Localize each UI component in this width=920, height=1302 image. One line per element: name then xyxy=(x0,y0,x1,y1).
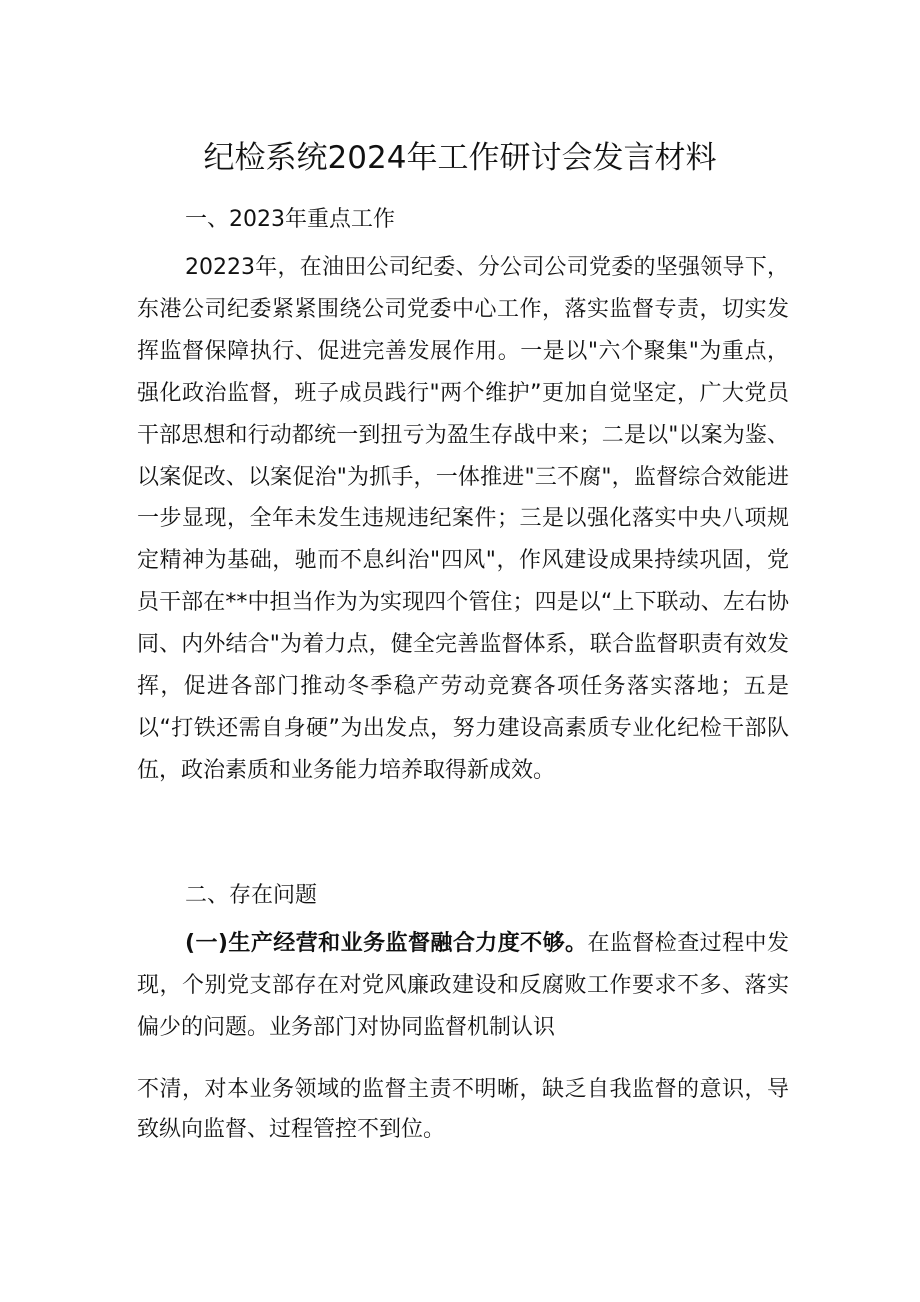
section-paragraph-key-work: 20223年，在油田公司纪委、分公司公司党委的坚强领导下，东港公司纪委紧紧围绕公司党委中心工作，落实监督专责，切实发挥监督保障执行、促进完善发展作用。一是以"六个聚集"为重点，强化政治监督，班子成员践行"两个维护”更加自觉坚定，广大党员干部思想和行动都统一到扭亏为盈生存战中来；二是以"以案为鉴、以案促改、以案促治"为抓手，一体推进"三不腐"，监督综合效能进一步显现，全年未发生违规违纪案件；三是以强化落实中央八项规定精神为基础，驰而不息纠治"四风"，作风建设成果持续巩固，党员干部在**中担当作为为实现四个管住；四是以“上下联动、左右协同、内外结合"为着力点，健全完善监督体系，联合监督职责有效发挥，促进各部门推动冬季稳产劳动竞赛各项任务落实落地；五是以“打铁还需自身硬”为出发点，努力建设高素质专业化纪检干部队伍，政治素质和业务能力培养取得新成效。 xyxy=(137,255,789,783)
section-heading-key-work: 一、2023年重点工作 xyxy=(185,207,395,232)
issue-heading-bold: (一)生产经营和业务监督融合力度不够。 xyxy=(185,931,588,956)
issue-paragraph xyxy=(137,923,789,1049)
issue-paragraph-continuation: 不清，对本业务领域的监督主责不明晰，缺乏自我监督的意识，导致纵向监督、过程管控不到位。 xyxy=(137,1077,789,1142)
document-title: 纪检系统2024年工作研讨会发言材料 xyxy=(203,140,717,176)
section-heading-problems: 二、存在问题 xyxy=(185,883,318,908)
issue-text: 在监督检查过程中发现，个别党支部存在对党风廉政建设和反腐败工作要求不多、落实偏少的问题。业务部门对协同监督机制认识 xyxy=(137,931,789,1040)
